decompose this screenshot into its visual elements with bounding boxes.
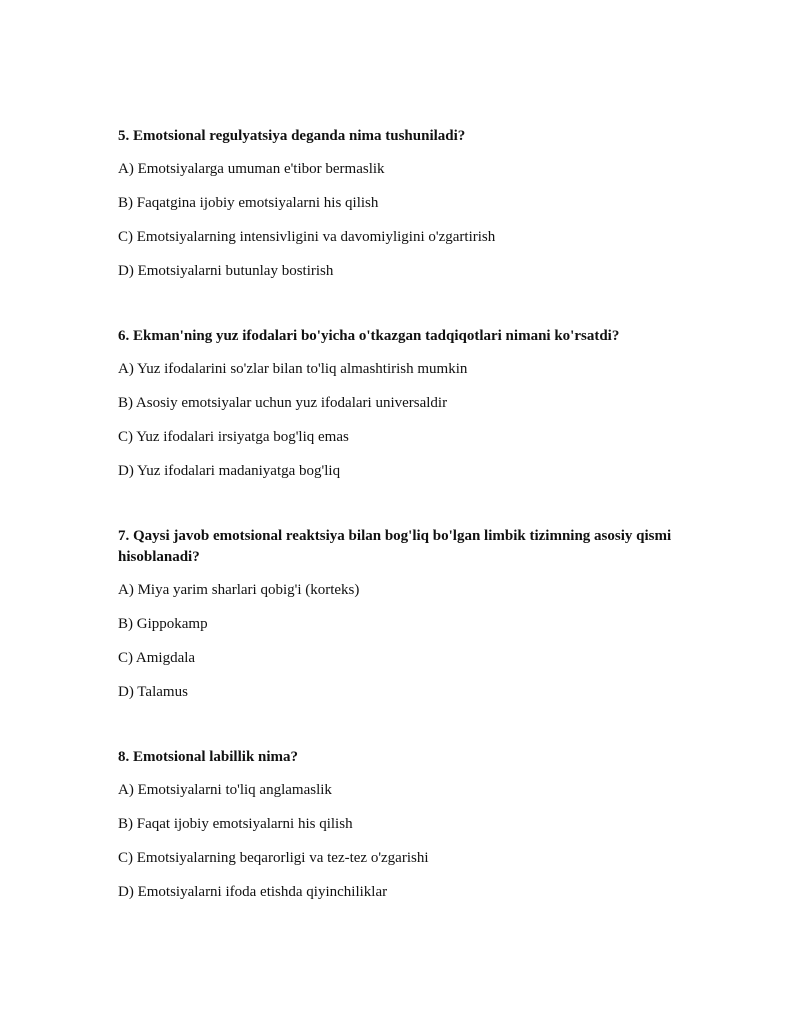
option-b: B) Gippokamp	[118, 616, 208, 632]
option-c: C) Emotsiyalarning intensivligini va davomiyligini o'zgartirish	[118, 229, 496, 245]
option-d: D) Emotsiyalarni ifoda etishda qiyinchiliklar	[118, 884, 388, 900]
option-c: C) Emotsiyalarning beqarorligi va tez-tez o'zgarishi	[118, 850, 429, 866]
question-8	[118, 747, 710, 903]
option-a: A) Emotsiyalarga umuman e'tibor bermaslik	[118, 161, 385, 177]
option-a: A) Emotsiyalarni to'liq anglamaslik	[118, 782, 332, 798]
option-d: D) Emotsiyalarni butunlay bostirish	[118, 263, 334, 279]
question-6	[118, 326, 710, 482]
question-title: 5. Emotsional regulyatsiya deganda nima tushuniladi?	[118, 128, 466, 144]
option-c: C) Yuz ifodalari irsiyatga bog'liq emas	[118, 429, 349, 445]
option-a: A) Yuz ifodalarini so'zlar bilan to'liq almashtirish mumkin	[118, 361, 468, 377]
option-b: B) Faqatgina ijobiy emotsiyalarni his qilish	[118, 195, 379, 211]
option-b: B) Faqat ijobiy emotsiyalarni his qilish	[118, 816, 353, 832]
question-5	[118, 126, 710, 282]
option-d: D) Talamus	[118, 684, 188, 700]
question-7	[118, 526, 710, 703]
question-title: 6. Ekman'ning yuz ifodalari bo'yicha o'tkazgan tadqiqotlari nimani ko'rsatdi?	[118, 328, 620, 344]
question-title: 8. Emotsional labillik nima?	[118, 749, 299, 765]
option-a: A) Miya yarim sharlari qobig'i (korteks)	[118, 582, 360, 598]
option-b: B) Asosiy emotsiyalar uchun yuz ifodalari universaldir	[118, 395, 448, 411]
option-d: D) Yuz ifodalari madaniyatga bog'liq	[118, 463, 341, 479]
question-title: 7. Qaysi javob emotsional reaktsiya bilan bog'liq bo'lgan limbik tizimning asosiy qismi hisoblanadi?	[118, 528, 672, 565]
option-c: C) Amigdala	[118, 650, 196, 666]
